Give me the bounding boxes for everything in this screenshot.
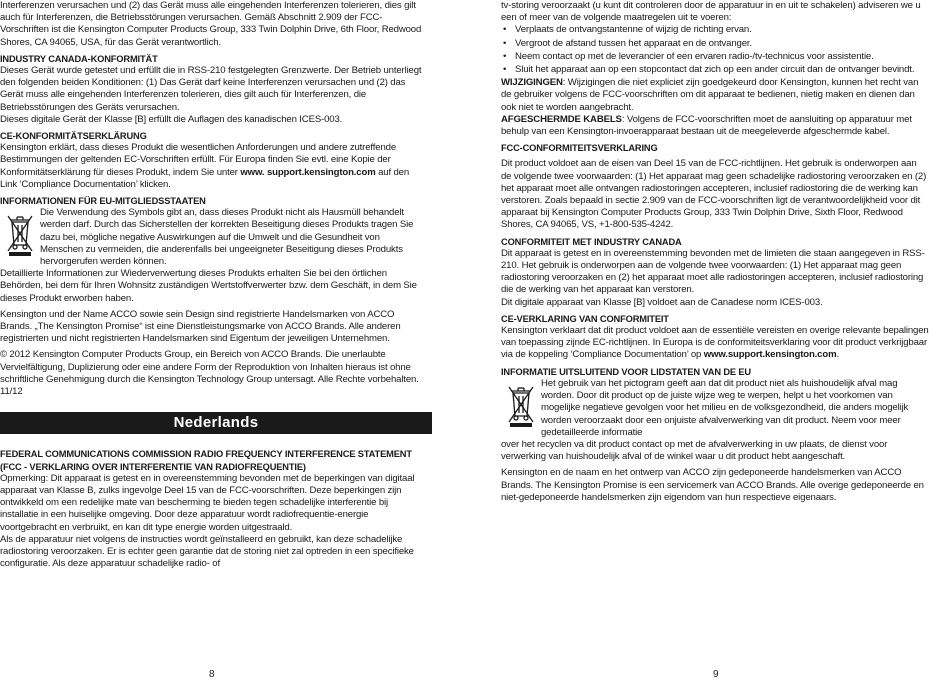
left-canada-p1: Dieses Gerät wurde getestet und erfüllt die in RSS-210 festgelegten Grenzwerte. Der Betrieb unterliegt den folgenden beiden Konditionen: (1) Das Gerät darf keine Interferenzen verursachen und (2) das Gerät muss alle eingehenden Interferenzen tolerieren, dies gilt auch für Interferenzen, die Betriebsstörungen des Geräts verursachen. (0, 65, 422, 113)
right-bullet-list (501, 24, 929, 76)
left-copyright: © 2012 Kensington Computer Products Group, ein Bereich von ACCO Brands. Die unerlaubte Vervielfältigung, Duplizierung oder eine andere Form der Reproduktion von Inhalten hieraus ist ohne schriftliche Genehmigung durch die Kensington Technology Group untersagt. Alle Rechte vorbehalten. 11/12 (0, 349, 419, 398)
right-eu-heading: INFORMATIE UITSLUITEND VOOR LIDSTATEN VAN DE EU (501, 366, 751, 377)
page-number-right: 9 (713, 669, 719, 680)
right-eu-p2: over het recyclen va dit product contact op met de afvalverwerking in uw plaats, de dienst voor verwerking van huishoudelijk afval of de winkel waar u dit product hebt aangeschaft. (501, 438, 888, 463)
left-eu-block (0, 207, 424, 268)
left-ce-heading: CE-KONFORMITÄTSERKLÄRUNG (0, 131, 147, 142)
right-changes: WIJZIGINGEN: Wijzigingen die niet expliciet zijn goedgekeurd door Kensington, kunnen het recht van de gebruiker volgens de FCC-voorschriften om dit apparaat te bedienen, nietig maken en dienen dan ook niet te worden aangebracht. (501, 77, 919, 113)
right-canada-p1: Dit apparaat is getest en in overeenstemming bevonden met de limieten die staan aangegeven in RSS-210. Het gebruik is onderworpen aan de volgende twee voorwaarden: (1) Het apparaat mag geen radiostoring veroorzaken en (2) het apparaat moet alle radiostoringen accepteren, inclusief radiostoring die de werking van het apparaat kan verstoren. (501, 247, 925, 296)
left-ce-paragraph: Kensington erklärt, dass dieses Produkt die wesentlichen Anforderungen und andere zutreffende Bestimmungen der geltenden EC-Vorschriften erfüllt. Für Europa finden Sie evtl. eine Kopie der Konformitätserklärung für dieses Produkt, indem Sie unter www. support.kensington.com auf den Link ‘Compliance Documentation’ klicken. (0, 142, 410, 190)
right-ce-heading: CE-VERKLARING VAN CONFORMITEIT (501, 313, 669, 324)
left-eu-p2: Detaillierte Informationen zur Wiederverwertung dieses Produkts erhalten Sie bei den örtlichen Behörden, bei dem für Ihren Wohnsitz zuständigen Wertstoffverwerter bzw. dem Geschäft, in dem Sie dieses Produkt erworben haben. (0, 268, 417, 304)
list-item: • Verplaats de ontvangstantenne of wijzig de richting ervan. (501, 24, 929, 36)
right-eu-block (501, 378, 929, 439)
left-trademark: Kensington und der Name ACCO sowie sein Design sind registrierte Handelsmarken von ACCO Brands. „The Kensington Promise“ ist eine Dienstleistungsmarke von ACCO Brands. Alle anderen registrierten und nicht registrierten Handelsmarken sind Eigentum der jeweiligen Unternehmen. (0, 308, 401, 345)
page-number-left: 8 (209, 669, 215, 680)
list-item: • Neem contact op met de leverancier of een ervaren radio-/tv-technicus voor assistentie. (501, 51, 929, 63)
language-band: Nederlands (0, 412, 432, 434)
left-eu-heading: INFORMATIONEN FÜR EU-MITGLIEDSSTAATEN (0, 196, 206, 207)
right-canada-heading: CONFORMITEIT MET INDUSTRY CANADA (501, 236, 682, 247)
right-ce-link[interactable]: www.support.kensington.com (703, 349, 837, 361)
crossed-out-wheelie-bin-icon (501, 378, 541, 434)
right-intro: tv-storing veroorzaakt (u kunt dit controleren door de apparatuur in en uit te schakelen) adviseren we u een of meer van de volgende maatregelen uit te voeren: (501, 0, 921, 24)
list-item: • Sluit het apparaat aan op een stopcontact dat zich op een ander circuit dan de ontvanger bevindt. (501, 64, 929, 76)
left-intro: Interferenzen verursachen und (2) das Gerät muss alle eingehenden Interferenzen tolerieren, dies gilt auch für Interferenzen, die Betriebsstörungen verursachen. Gemäß Abschnitt 2.909 der FCC-Vorschriften ist die Kensington Computer Products Group, 333 Twin Dolphin Drive, 6th Floor, Redwood Shores, CA 94065, USA, für das Gerät verantwortlich. (0, 0, 422, 48)
right-fcc-p: Dit product voldoet aan de eisen van Deel 15 van de FCC-richtlijnen. Het gebruik is onderworpen aan de volgende twee voorwaarden: (1) Het apparaat mag geen schadelijke radiostoring veroorzaken en (2) het apparaat moet alle ontvangen radiostoringen accepteren, inclusief radiostoring die de werking kan verstoren. Zoals bepaald in sectie 2.909 van de FCC-voorschriften ligt de verantwoordelijkheid voor dit apparaat bij Kensington Computer Products Group, 333 Twin Dolphin Drive, Sixth Floor, Redwood Shores, CA 94065, VS, +1-800-535-4242. (501, 158, 927, 231)
right-ce-paragraph: Kensington verklaart dat dit product voldoet aan de essentiële vereisten en overige relevante bepalingen van toepassing zijnde EC-richtlijnen. In Europa is de conformiteitsverklaring voor dit product verkrijgbaar via de koppeling ‘Compliance Documentation’ op www.support.kensington.com. (501, 325, 929, 361)
left-canada-p2: Dieses digitale Gerät der Klasse [B] erfüllt die Auflagen des kanadischen ICES-003. (0, 113, 343, 125)
left-fcc-p1: Opmerking: Dit apparaat is getest en in overeenstemming bevonden met de beperkingen van digitaal apparaat van Klasse B, zulks ingevolge Deel 15 van de FCC-voorschriften. Deze beperkingen zijn ontwikkeld om een redelijke mate van bescherming te bieden tegen schadelijke interferentie bij installatie in een huiselijke omgeving. Door deze apparatuur wordt radiofrequentie-energie voortgebracht en verbruikt, en kan dit type energie worden uitgestraald. (0, 472, 415, 533)
right-eu-text: Het gebruik van het pictogram geeft aan dat dit product niet als huishoudelijk afval mag worden. Door dit product op de juiste wijze weg te werpen, helpt u het voorkomen van mogelijke negatieve gevolgen voor het milieu en de volksgezondheid, die anders mogelijk worden veroorzaakt door een onjuiste afvalverwerking van dit product. Neem voor meer gedetailleerde informatie (541, 377, 909, 438)
crossed-out-wheelie-bin-icon (0, 207, 40, 263)
left-fcc-heading: FEDERAL COMMUNICATIONS COMMISSION RADIO FREQUENCY INTERFERENCE STATEMENT (FCC - VERKLARING OVER INTERFERENTIE VAN RADIOFREQUENTIE) (0, 449, 412, 472)
right-page (501, 0, 929, 508)
left-fcc-p2: Als de apparatuur niet volgens de instructies wordt geïnstalleerd en gebruikt, kan deze schadelijke radiostoring veroorzaken. Er is echter geen garantie dat de storing niet zal optreden in een specifieke configuratie. Als deze apparatuur schadelijke radio- of (0, 533, 414, 570)
right-trademark: Kensington en de naam en het ontwerp van ACCO zijn gedeponeerde handelsmerken van ACCO Brands. The Kensington Promise is een servicemerk van ACCO Brands. Alle overige gedeponeerde en niet-gedeponeerde handelsmerken zijn eigendom van hun respectieve eigenaars. (501, 467, 924, 503)
right-fcc-heading: FCC-CONFORMITEITSVERKLARING (501, 143, 658, 154)
left-eu-text: Die Verwendung des Symbols gibt an, dass dieses Produkt nicht als Hausmüll behandelt werden darf. Durch das Sicherstellen der korrekten Beseitigung dieses Produkts tragen Sie dazu bei, mögliche negative Auswirkungen auf die Umwelt und die Gesundheit von Menschen zu vermeiden, die anderenfalls bei ungeeigneter Beseitigung dieses Produkts hervorgerufen werden können. (40, 207, 414, 268)
list-item: • Vergroot de afstand tussen het apparaat en de ontvanger. (501, 38, 929, 50)
left-canada-heading: INDUSTRY CANADA-KONFORMITÄT (0, 53, 158, 64)
left-ce-link[interactable]: www. support.kensington.com (240, 166, 376, 178)
left-page (0, 0, 424, 570)
right-cables: AFGESCHERMDE KABELS: Volgens de FCC-voorschriften moet de aansluiting op apparatuur met behulp van een Kensington-invoerapparaat bestaan uit de meegeleverde afgeschermde kabel. (501, 113, 912, 138)
right-canada-p2: Dit digitale apparaat van Klasse [B] voldoet aan de Canadese norm ICES-003. (501, 296, 823, 308)
